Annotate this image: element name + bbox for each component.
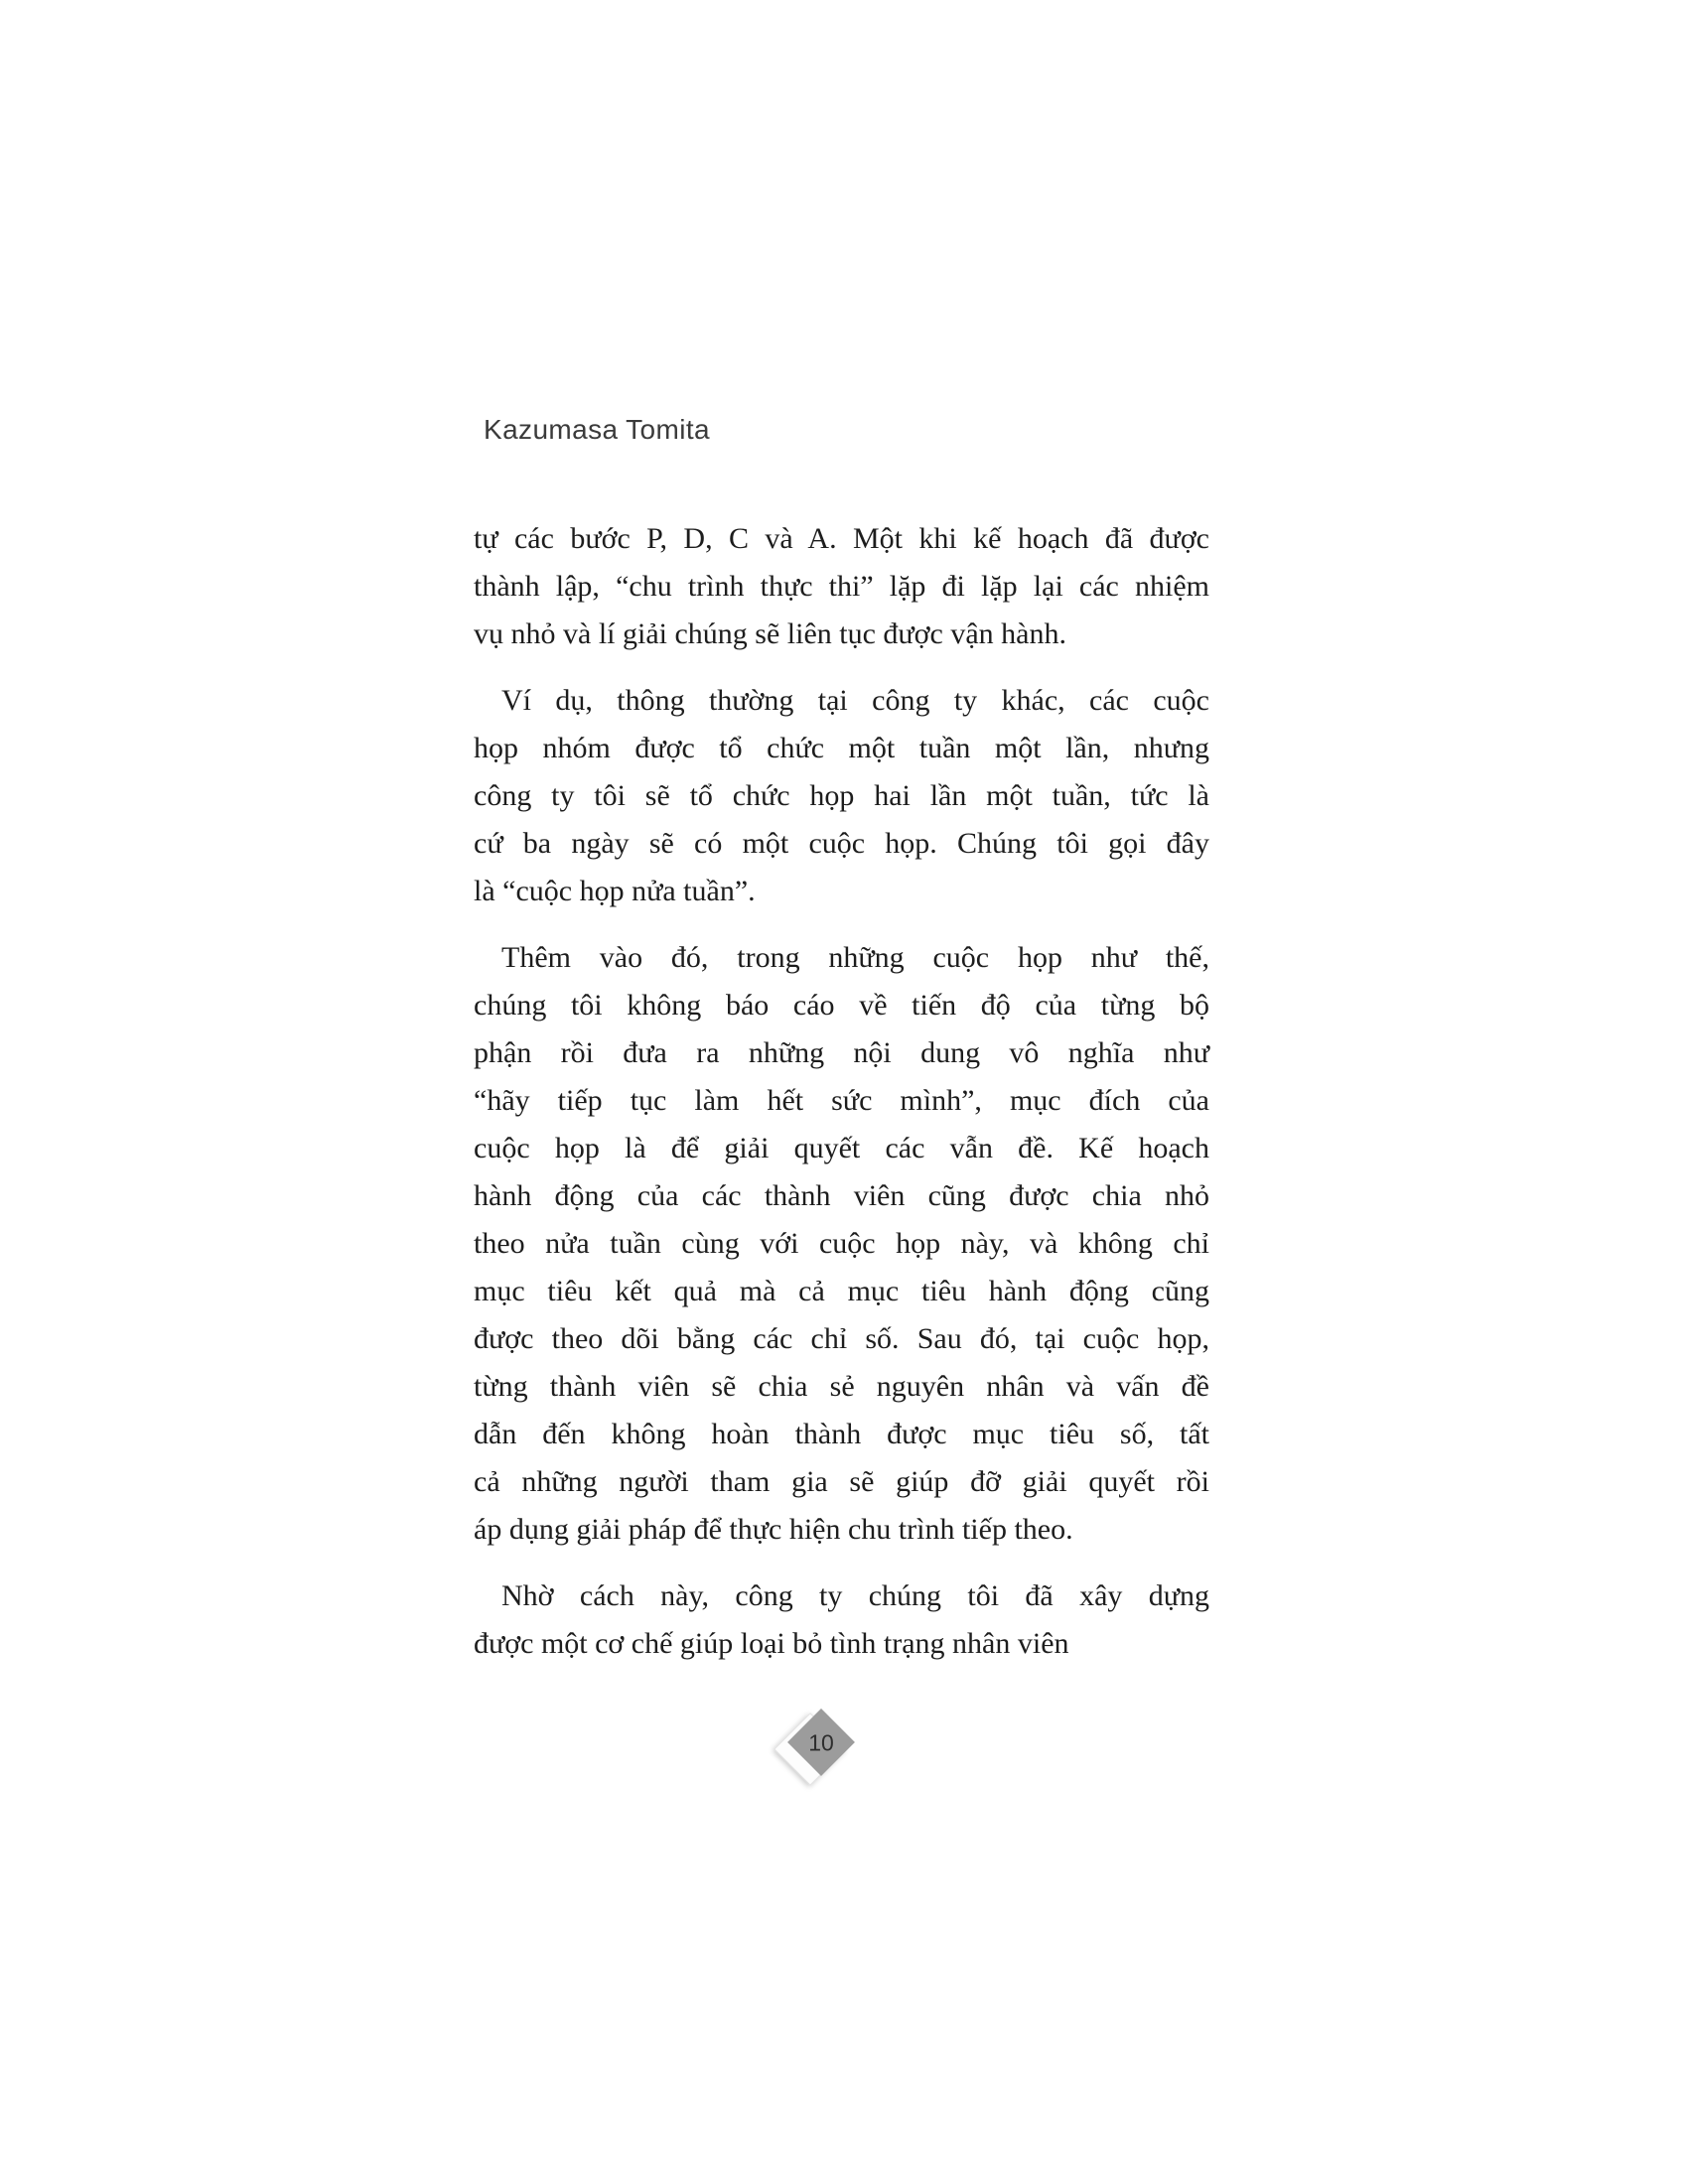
text-line: thành lập, “chu trình thực thi” lặp đi lặp lại các nhiệm (474, 570, 1209, 603)
text-line: Thêm vào đó, trong những cuộc họp như thế, (501, 941, 1209, 974)
text-line: công ty tôi sẽ tổ chức họp hai lần một tuần, tức là (474, 779, 1209, 812)
text-line: cả những người tham gia sẽ giúp đỡ giải quyết rồi (474, 1465, 1209, 1498)
text-line: từng thành viên sẽ chia sẻ nguyên nhân và vấn đề (474, 1370, 1209, 1403)
text-line: Ví dụ, thông thường tại công ty khác, các cuộc (501, 684, 1209, 717)
paragraph (474, 1572, 1209, 1668)
text-line: hành động của các thành viên cũng được chia nhỏ (474, 1179, 1209, 1212)
text-line: tự các bước P, D, C và A. Một khi kế hoạch đã được (474, 522, 1209, 555)
text-line: Nhờ cách này, công ty chúng tôi đã xây dựng (501, 1579, 1209, 1612)
text-block (474, 515, 1209, 1668)
text-line: vụ nhỏ và lí giải chúng sẽ liên tục được vận hành. (474, 617, 1066, 650)
paragraph (474, 515, 1209, 658)
text-line: “hãy tiếp tục làm hết sức mình”, mục đích của (474, 1084, 1209, 1117)
text-line: cuộc họp là để giải quyết các vẫn đề. Kế hoạch (474, 1132, 1209, 1164)
paragraph (474, 934, 1209, 1554)
text-line: theo nửa tuần cùng với cuộc họp này, và không chỉ (474, 1227, 1209, 1260)
text-line: cứ ba ngày sẽ có một cuộc họp. Chúng tôi gọi đây (474, 827, 1209, 860)
page-number: 10 (808, 1729, 834, 1756)
text-line: được một cơ chế giúp loại bỏ tình trạng nhân viên (474, 1627, 1069, 1660)
text-line: dẫn đến không hoàn thành được mục tiêu số, tất (474, 1418, 1209, 1450)
text-line: họp nhóm được tổ chức một tuần một lần, nhưng (474, 732, 1209, 764)
text-line: là “cuộc họp nửa tuần”. (474, 875, 756, 907)
text-line: mục tiêu kết quả mà cả mục tiêu hành động cũng (474, 1275, 1209, 1307)
paragraph (474, 677, 1209, 915)
text-line: chúng tôi không báo cáo về tiến độ của từng bộ (474, 989, 1209, 1022)
running-header-author: Kazumasa Tomita (484, 414, 711, 445)
text-line: phận rồi đưa ra những nội dung vô nghĩa như (474, 1036, 1209, 1069)
text-line: được theo dõi bằng các chỉ số. Sau đó, tại cuộc họp, (474, 1322, 1209, 1355)
text-line: áp dụng giải pháp để thực hiện chu trình tiếp theo. (474, 1513, 1073, 1546)
